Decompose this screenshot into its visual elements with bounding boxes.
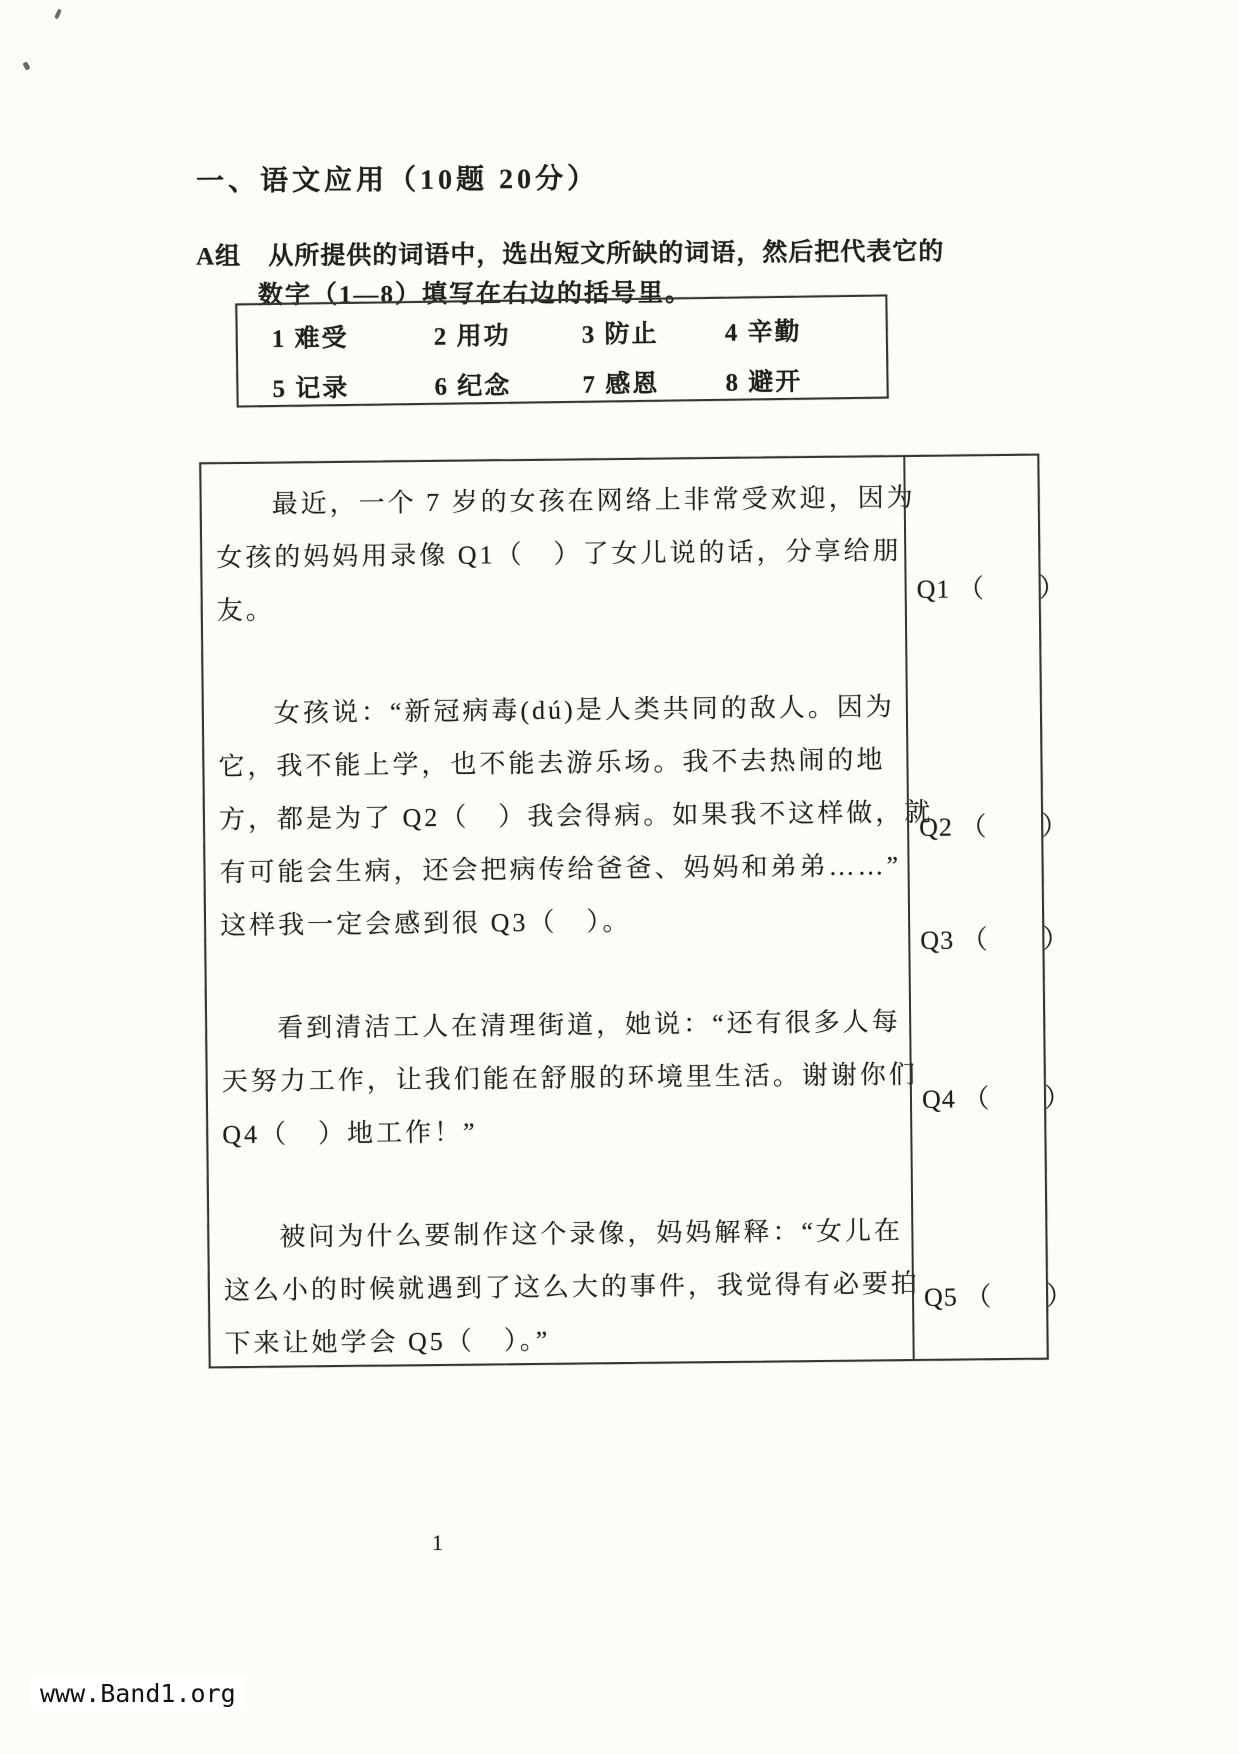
answer-slot-q2: Q2 （ ）	[918, 811, 1069, 842]
instruction-line-2: 数字（1—8）填写在右边的括号里。	[257, 279, 693, 310]
passage-line: 有可能会生病，还会把病传给爸爸、妈妈和弟弟……”	[219, 851, 902, 888]
word-bank-item: 2 用功	[433, 322, 511, 351]
word-bank-item: 5 记录	[272, 374, 350, 404]
paragraph-gap	[223, 1154, 901, 1211]
passage-line: 友。	[216, 595, 275, 626]
word-bank-item: 8 避开	[725, 368, 803, 397]
passage-line: 它，我不能上学，也不能去游乐场。我不去热闹的地	[218, 745, 886, 782]
passage-text	[201, 457, 934, 1366]
answer-column	[903, 456, 1074, 1359]
word-bank-box	[235, 294, 888, 407]
passage-line: 女孩说：“新冠病毒(dú)是人类共同的敌人。因为	[273, 692, 895, 728]
answer-slot-q4: Q4 （ ）	[921, 1083, 1072, 1114]
word-bank-item: 4 辛勤	[724, 318, 802, 347]
group-label: A组	[195, 243, 242, 271]
instruction-line-1: 从所提供的词语中，选出短文所缺的词语，然后把代表它的	[268, 238, 945, 271]
section-title: 一、语文应用（10题 20分）	[195, 163, 600, 198]
paragraph-gap	[220, 945, 898, 1002]
page-number: 1	[432, 1530, 443, 1555]
passage-line: 下来让她学会 Q5（ ）。”	[224, 1325, 551, 1359]
passage-line: 这样我一定会感到很 Q3（ ）。	[219, 906, 632, 941]
passage-line: 最近，一个 7 岁的女孩在网络上非常受欢迎，因为	[271, 482, 916, 519]
scan-speck	[22, 61, 30, 70]
group-instruction	[196, 231, 945, 272]
answer-slot-q5: Q5 （ ）	[923, 1281, 1074, 1312]
watermark: www.Band1.org	[30, 1676, 246, 1711]
passage-line: 看到清洁工人在清理街道，她说：“还有很多人每	[277, 1007, 901, 1043]
passage-line: 天努力工作，让我们能在舒服的环境里生活。谢谢你们	[221, 1059, 918, 1097]
scan-speck	[54, 9, 62, 20]
word-bank-item: 3 防止	[581, 320, 659, 349]
word-bank-item: 6 纪念	[434, 372, 512, 401]
passage-line: 女孩的妈妈用录像 Q1（ ）了女儿说的话，分享给朋	[216, 536, 902, 573]
passage-line: 这么小的时候就遇到了这么大的事件，我觉得有必要拍	[223, 1268, 921, 1306]
paragraph-gap	[217, 630, 895, 687]
passage-box	[199, 454, 1074, 1369]
word-bank-item: 1 难受	[271, 324, 349, 354]
passage-line: 方，都是为了 Q2（ ）我会得病。如果我不这样做，就	[218, 797, 934, 835]
word-bank-item: 7 感恩	[582, 370, 660, 399]
passage-line: 被问为什么要制作这个录像，妈妈解释：“女儿在	[279, 1216, 904, 1252]
answer-slot-q3: Q3 （ ）	[920, 924, 1070, 955]
answer-slot-q1: Q1 （ ）	[916, 573, 1067, 604]
passage-line: Q4（ ）地工作！”	[222, 1117, 478, 1150]
